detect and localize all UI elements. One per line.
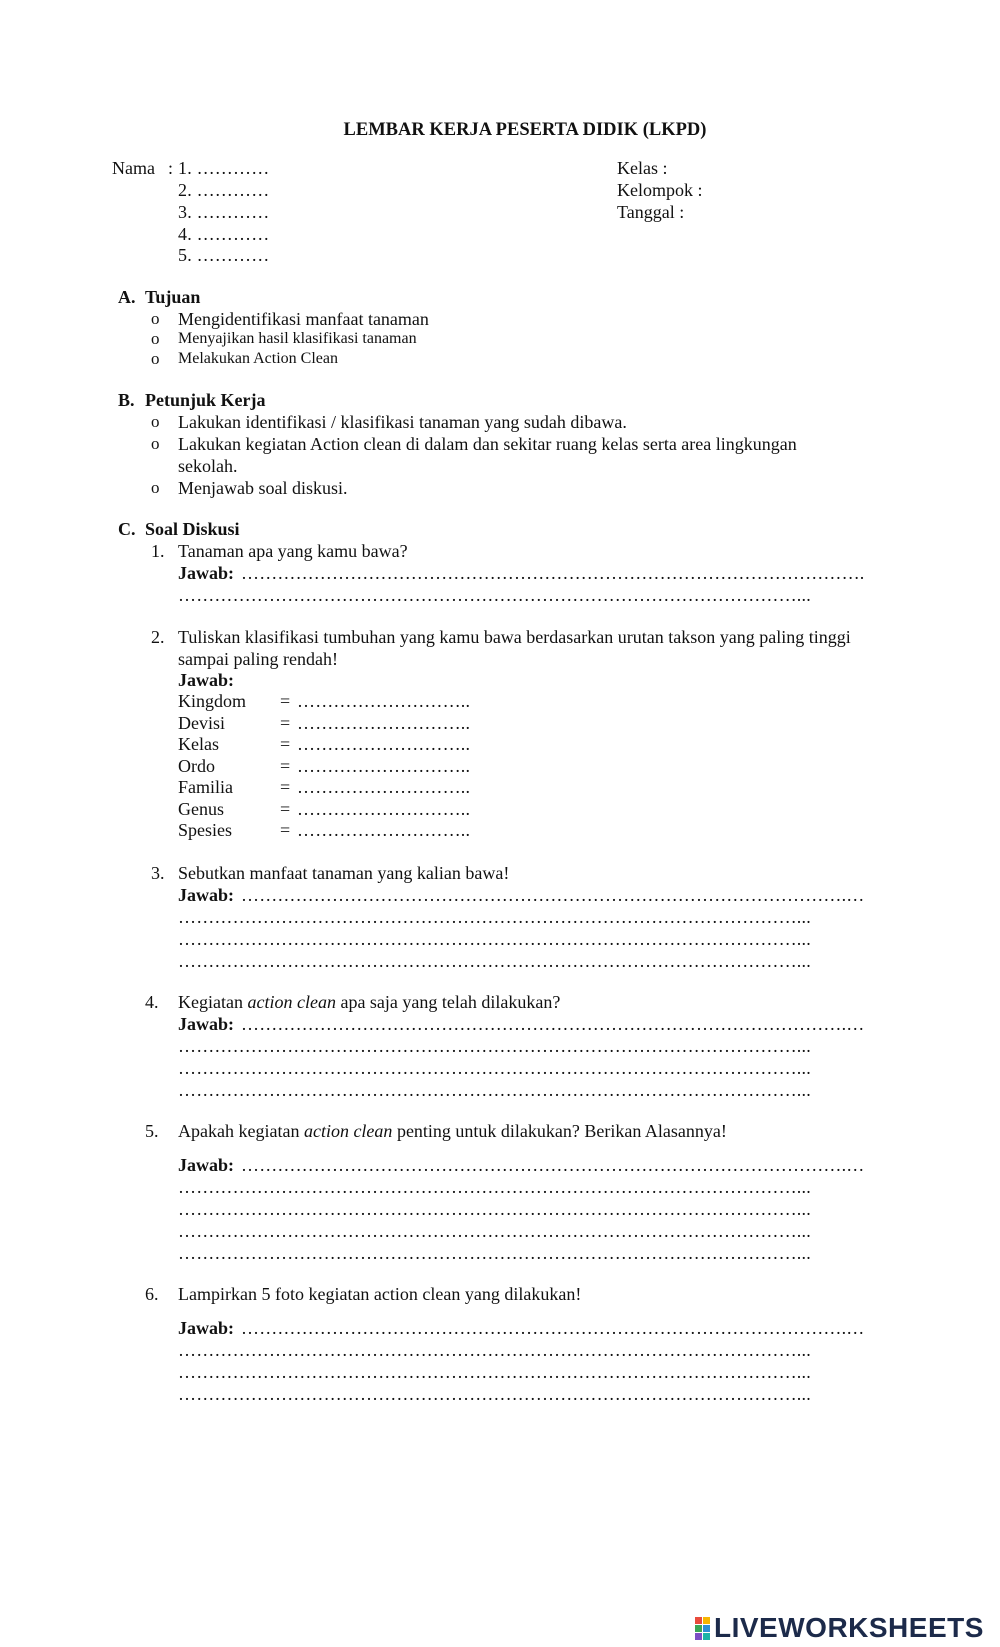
- section-c-letter: C.: [118, 519, 136, 539]
- taxon-equals: =: [280, 820, 291, 840]
- answer-5-line-5[interactable]: …………………………………………………………………………………………...: [178, 1243, 811, 1263]
- question-1-number: 1.: [151, 541, 165, 561]
- member-field-5[interactable]: 5. …………: [178, 245, 270, 265]
- member-field-3[interactable]: 3. …………: [178, 202, 270, 222]
- answer-4-line-4[interactable]: …………………………………………………………………………………………...: [178, 1080, 811, 1100]
- logo-mark-square: [695, 1633, 702, 1640]
- taxon-kelas-label: Kelas: [178, 734, 219, 754]
- tanggal-field[interactable]: Tanggal :: [617, 202, 685, 222]
- question-6-text: Lampirkan 5 foto kegiatan action clean yang dilakukan!: [178, 1284, 582, 1304]
- question-1-text: Tanaman apa yang kamu bawa?: [178, 541, 408, 561]
- question-2-number: 2.: [151, 627, 165, 647]
- liveworksheets-logo-text: LIVEWORKSHEETS: [714, 1612, 984, 1643]
- answer-5-line-3[interactable]: …………………………………………………………………………………………...: [178, 1199, 811, 1219]
- taxon-equals: =: [280, 713, 291, 733]
- answer-6-line-4[interactable]: …………………………………………………………………………………………...: [178, 1384, 811, 1404]
- jawab-label: Jawab:: [178, 885, 235, 905]
- jawab-label: Jawab:: [178, 1014, 235, 1034]
- taxon-familia-label: Familia: [178, 777, 233, 797]
- question-6-number: 6.: [145, 1284, 159, 1304]
- taxon-devisi-field[interactable]: ………………………..: [297, 713, 471, 733]
- taxon-equals: =: [280, 691, 291, 711]
- petunjuk-item-1: Lakukan identifikasi / klasifikasi tanaman yang sudah dibawa.: [178, 412, 627, 432]
- member-field-2[interactable]: 2. …………: [178, 180, 270, 200]
- answer-3-line-3[interactable]: …………………………………………………………………………………………...: [178, 929, 811, 949]
- kelompok-field[interactable]: Kelompok :: [617, 180, 703, 200]
- taxon-genus-field[interactable]: ………………………..: [297, 799, 471, 819]
- bullet-icon: o: [151, 309, 160, 328]
- question-3-text: Sebutkan manfaat tanaman yang kalian bawa!: [178, 863, 510, 883]
- question-2-text-line-1: Tuliskan klasifikasi tumbuhan yang kamu bawa berdasarkan urutan takson yang paling tinggi: [178, 627, 851, 647]
- answer-6-line-1[interactable]: ……………………………………………………………………………………….…: [241, 1318, 865, 1338]
- answer-4-line-2[interactable]: …………………………………………………………………………………………...: [178, 1036, 811, 1056]
- logo-mark-square: [703, 1633, 710, 1640]
- taxon-equals: =: [280, 777, 291, 797]
- jawab-label: Jawab:: [178, 1155, 235, 1175]
- section-a-letter: A.: [118, 287, 136, 307]
- nama-label: Nama: [112, 158, 155, 178]
- bullet-icon: o: [151, 329, 160, 348]
- taxon-ordo-field[interactable]: ………………………..: [297, 756, 471, 776]
- bullet-icon: o: [151, 434, 160, 453]
- taxon-familia-field[interactable]: ………………………..: [297, 777, 471, 797]
- page-title: LEMBAR KERJA PESERTA DIDIK (LKPD): [343, 120, 707, 140]
- member-field-1[interactable]: 1. …………: [178, 158, 270, 178]
- question-4-text: Kegiatan action clean apa saja yang telah dilakukan?: [178, 992, 561, 1012]
- taxon-equals: =: [280, 756, 291, 776]
- tujuan-item-1: Mengidentifikasi manfaat tanaman: [178, 309, 429, 329]
- tujuan-item-3: Melakukan Action Clean: [178, 350, 338, 367]
- taxon-ordo-label: Ordo: [178, 756, 215, 776]
- member-field-4[interactable]: 4. …………: [178, 224, 270, 244]
- bullet-icon: o: [151, 412, 160, 431]
- jawab-label: Jawab:: [178, 670, 235, 690]
- kelas-field[interactable]: Kelas :: [617, 158, 668, 178]
- answer-1-line-1[interactable]: ………………………………………………………………………………………….: [241, 563, 865, 583]
- question-4-number: 4.: [145, 992, 159, 1012]
- answer-3-line-1[interactable]: ……………………………………………………………………………………….…: [241, 885, 865, 905]
- section-c-heading: Soal Diskusi: [145, 519, 240, 539]
- logo-mark-square: [695, 1625, 702, 1632]
- taxon-kelas-field[interactable]: ………………………..: [297, 734, 471, 754]
- answer-3-line-2[interactable]: …………………………………………………………………………………………...: [178, 907, 811, 927]
- answer-6-line-2[interactable]: …………………………………………………………………………………………...: [178, 1340, 811, 1360]
- taxon-kingdom-label: Kingdom: [178, 691, 247, 711]
- petunjuk-item-2-cont: sekolah.: [178, 456, 238, 476]
- nama-colon: :: [168, 158, 174, 178]
- answer-6-line-3[interactable]: …………………………………………………………………………………………...: [178, 1362, 811, 1382]
- liveworksheets-logo[interactable]: [695, 1614, 984, 1642]
- logo-mark-square: [703, 1617, 710, 1624]
- liveworksheets-logo-icon: [695, 1617, 710, 1640]
- taxon-spesies-field[interactable]: ………………………..: [297, 820, 471, 840]
- answer-3-line-4[interactable]: …………………………………………………………………………………………...: [178, 951, 811, 971]
- section-b-letter: B.: [118, 390, 135, 410]
- petunjuk-item-3: Menjawab soal diskusi.: [178, 478, 348, 498]
- answer-1-line-2[interactable]: …………………………………………………………………………………………...: [178, 585, 811, 605]
- taxon-devisi-label: Devisi: [178, 713, 225, 733]
- answer-5-line-4[interactable]: …………………………………………………………………………………………...: [178, 1221, 811, 1241]
- taxon-equals: =: [280, 734, 291, 754]
- taxon-genus-label: Genus: [178, 799, 224, 819]
- jawab-label: Jawab:: [178, 563, 235, 583]
- answer-5-line-1[interactable]: ……………………………………………………………………………………….…: [241, 1155, 865, 1175]
- taxon-spesies-label: Spesies: [178, 820, 232, 840]
- section-b-heading: Petunjuk Kerja: [145, 390, 266, 410]
- bullet-icon: o: [151, 478, 160, 497]
- tujuan-item-2: Menyajikan hasil klasifikasi tanaman: [178, 330, 417, 347]
- logo-mark-square: [695, 1617, 702, 1624]
- question-5-text: Apakah kegiatan action clean penting untuk dilakukan? Berikan Alasannya!: [178, 1121, 727, 1141]
- answer-4-line-3[interactable]: …………………………………………………………………………………………...: [178, 1058, 811, 1078]
- taxon-kingdom-field[interactable]: ………………………..: [297, 691, 471, 711]
- petunjuk-item-2: Lakukan kegiatan Action clean di dalam dan sekitar ruang kelas serta area lingkungan: [178, 434, 797, 454]
- question-5-number: 5.: [145, 1121, 159, 1141]
- answer-4-line-1[interactable]: ……………………………………………………………………………………….…: [241, 1014, 865, 1034]
- logo-mark-square: [703, 1625, 710, 1632]
- question-3-number: 3.: [151, 863, 165, 883]
- answer-5-line-2[interactable]: …………………………………………………………………………………………...: [178, 1177, 811, 1197]
- jawab-label: Jawab:: [178, 1318, 235, 1338]
- bullet-icon: o: [151, 349, 160, 368]
- taxon-equals: =: [280, 799, 291, 819]
- question-2-text-line-2: sampai paling rendah!: [178, 649, 338, 669]
- section-a-heading: Tujuan: [145, 287, 201, 307]
